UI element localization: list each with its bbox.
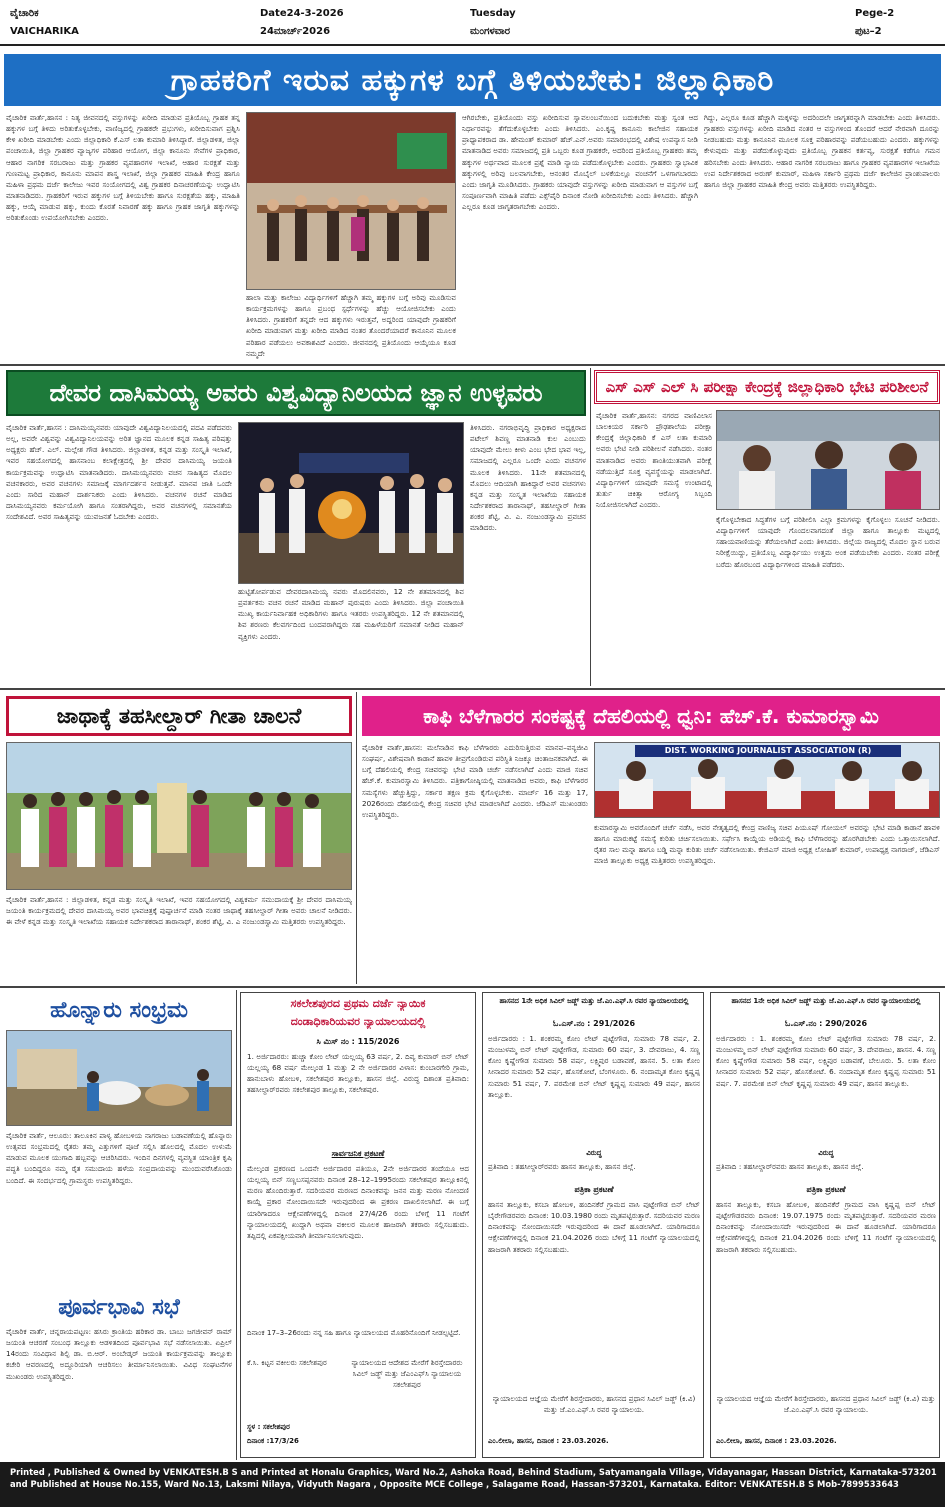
story1-photo (246, 112, 456, 290)
story1-col1: ವೈಚಾರಿಕ ವಾರ್ತೆ,ಹಾಸನ : ನಿತ್ಯ ಜೀವನದಲ್ಲಿ ವಸ್ತುಗಳನ್ನು ಖರೀದಿ ಮಾಡುವ ಪ್ರತಿಯೊಬ್ಬ ಗ್ರಾಹಕ ತನ್ನ ಹಕ್ಕುಗಳ ಬಗ್ಗೆ ತಿಳಿದು ಅರಿತುಕೊಳ್ಳಬೇಕು, ವಾಣಿಜ್ಯದಲ್ಲಿ ಗ್ರಾಹಕರೇ ಪ್ರಭುಗಳು, ಖರೀದಿಸುವಾಗ ಪ್ರಶ್ನಿಸಿ ಕೇಳಿ ಖರೀದಿ ಮಾಡಬೇಕು ಎಂದು ಜಿಲ್ಲಾಧಿಕಾರಿ ಕೆ.ಎಸ್ ಲತಾ ಕುಮಾರಿ ತಿಳಿಸಿದ್ದಾರೆ. ಜಿಲ್ಲಾಡಳಿತ, ಜಿಲ್ಲಾ ಪಂಚಾಯಿತಿ, ಜಿಲ್ಲಾ ಗ್ರಾಹಕರ ವ್ಯಾಜ್ಯಗಳ ಪರಿಹಾರ ಆಯೋಗ, ಜಿಲ್ಲಾ ಕಾನೂನು ಸೇವೆಗಳ ಪ್ರಾಧಿಕಾರ, ಆಹಾರ ನಾಗರಿಕ ಸರಬರಾಜು ಮತ್ತು ಗ್ರಾಹಕರ ವ್ಯವಹಾರಗಳ ಇಲಾಖೆ, ಆಹಾರ ಸುರಕ್ಷತೆ ಮತ್ತು ಗುಣಮಟ್ಟ ಪ್ರಾಧಿಕಾರ, ಕಾನೂನು ಮಾಪನ ಶಾಸ್ತ್ರ ಇಲಾಖೆ, ಜಿಲ್ಲಾ ಗ್ರಾಹಕರ ಮಾಹಿತಿ ಕೇಂದ್ರ ಹಾಗೂ ಮಹಿಳಾ ಪ್ರಥಮ ದರ್ಜೆ ಕಾಲೇಜು ಇವರ ಸಂಯೋಗದಲ್ಲಿ ವಿಶ್ವ ಗ್ರಾಹಕರ ದಿನಾಚರಣೆಯನ್ನು ಉದ್ಘಾಟಿಸಿ ಮಾತನಾಡಿದರು. ಗ್ರಾಹಕರಿಗೆ ಇರುವ ಹಕ್ಕುಗಳ ಬಗ್ಗೆ ತಿಳಿಯಬೇಕು ಹಾಗೂ ಸುರಕ್ಷತೆಯ ಹಕ್ಕು, ಮಾಹಿತಿ ಹಕ್ಕು, ಆಯ್ಕೆ ಮಾಡುವ ಹಕ್ಕು, ಕುಂದು ಕೊರತೆ ನಿವಾರಣೆ ಹಕ್ಕು ಹಾಗೂ ಗ್ರಾಹಕ ಜಾಗೃತಿ ಹಕ್ಕುಗಳನ್ನು ಅರಿತುಕೊಂಡು ಉಪಯೋಗಿಸಬೇಕು ಎಂದರು. (6, 113, 240, 223)
legal2-respondent: ಪ್ರತಿವಾದಿ : ತಹಸೀಲ್ದಾರ್‌ರವರು ಹಾಸನ ತಾಲ್ಲೂಕು, ಹಾಸನ ಜಿಲ್ಲೆ. (488, 1162, 636, 1171)
story1-col2-caption: ಹಾಲಾ ಮತ್ತು ಕಾಲೇಜು ವಿದ್ಯಾರ್ಥಿಗಳಿಗೆ ಹೆಚ್ಚಾಗಿ ತಮ್ಮ ಹಕ್ಕುಗಳ ಬಗ್ಗೆ ಅರಿವು ಮೂಡಿಸುವ ಕಾರ್ಯಕ್ರಮಗಳನ್ನು ಹಾಗೂ ಪ್ರಬಂಧ ಸ್ಪರ್ಧೆಗಳನ್ನು ಹೆಚ್ಚು ಆಯೋಜಿಸಬೇಕು ಎಂದು ತಿಳಿಸಿದರು. ಗ್ರಾಹಕರಿಗೆ ತನ್ನದೇ ಆದ ಹಕ್ಕುಗಳು ಇರುತ್ತವೆ, ಅದ್ದರಿಂದ ಯಾವುದೇ ಗ್ರಾಹಕರಿಗೆ ಖರೀದಿ ಮಾಡುವಾಗ ಮತ್ತು ಖರೀದಿ ಮಾಡಿದ ನಂತರ ತೊಂದರೆಯಾದರೆ ಕಾನೂನಿನ ಮೂಲಕ ಪರಿಹಾರ ಪಡೆಯಲು ಅವಕಾಶವಿದೆ ಎಂದರು. ಜೀವನದಲ್ಲಿ ಪ್ರತಿಯೊಂದು ಆಯ್ಕೆಯೂ ಕೂಡ ನಮ್ಮದೇ (246, 293, 456, 358)
story4-headline: ಜಾಥಾಕ್ಕೆ ತಹಸೀಲ್ದಾರ್ ಗೀತಾ ಚಾಲನೆ (6, 696, 352, 736)
legal1-date: ದಿನಾಂಕ :17/3/26 (247, 1437, 299, 1445)
legal3-respondent: ಪ್ರತಿವಾದಿ : ತಹಸೀಲ್ದಾರ್‌ರವರು ಹಾಸನ ತಾಲ್ಲೂಕು, ಹಾಸನ ಜಿಲ್ಲೆ. (716, 1162, 864, 1171)
legal1-place: ಸ್ಥಳ : ಸಕಲೇಶಪುರ (247, 1423, 290, 1431)
story7-headline: ಪೂರ್ವಭಾವಿ ಸಭೆ (58, 1294, 180, 1320)
story7-text: ವೈಚಾರಿಕ ವಾರ್ತೆ, ಚನ್ನರಾಯಪಟ್ಟಣ: ಹಸಿರು ಕ್ರಾಂತಿಯ ಹರಿಕಾರ ಡಾ. ಬಾಬು ಜಗಜೀವನ್ ರಾಮ್ ಜಯಂತಿ ಆಚರಣೆ ಸಂಬಂಧ ತಾಲ್ಲೂಕು ಆಡಳಿತದಿಂದ ಪೂರ್ವಭಾವಿ ಸಭೆ ನಡೆಸಲಾಯಿತು. ಏಪ್ರಿಲ್ 14ರಂದು ಸಂವಿಧಾನ ಶಿಲ್ಪಿ ಡಾ. ಬಿ.ಆರ್. ಅಂಬೇಡ್ಕರ್ ಜಯಂತಿ ಕಾರ್ಯಕ್ರಮವನ್ನು ತಾಲ್ಲೂಕು ಕಚೇರಿ ಆವರಣದಲ್ಲಿ ಅದ್ದೂರಿಯಾಗಿ ಆಚರಿಸಲು ತೀರ್ಮಾನಿಸಲಾಯಿತು. ವಿವಿಧ ಸಂಘಟನೆಗಳ ಮುಖಂಡರು ಉಪಸ್ಥಿತರಿದ್ದರು. (6, 1327, 232, 1381)
legal3-footer: ನ್ಯಾಯಾಲಯದ ಆಜ್ಞೆಯ ಮೇರೆಗೆ ಶಿರಸ್ತೇದಾರರು, ಹಾಸನದ ಪ್ರಧಾನ ಸಿವಿಲ್ ಜಡ್ಜ್ (ಕಿ.ವಿ) ಮತ್ತು ಜೆ.ಎಂ.ಎಫ್.ಸಿ ರವರ ನ್ಯಾಯಾಲಯ. (716, 1394, 936, 1415)
legal3-notice: ಹಾಸನ ತಾಲ್ಲೂಕು, ಕಸಬಾ ಹೋಬಳಿ, ಹಂದಿನಕೆರೆ ಗ್ರಾಮದ ವಾಸಿ ಕೃಷ್ಣಪ್ಪ ಬಿನ್ ಲೇಟ್ ಪುಟ್ಟೇಗೌಡರವರು ದಿನಾಂಕ: 19.07.1975 ರಂದು ಮೃತಪಟ್ಟಿರುತ್ತಾರೆ. ಸದರಿಯವರ ಮರಣ ದಿನಾಂಕವನ್ನು ನೋಂದಾಯಿಸದೇ ಇರುವುದರಿಂದ ಈ ದಾವೆ ಹೂಡಲಾಗಿದೆ. ಯಾರಿಗಾದರೂ ಆಕ್ಷೇಪಣೆಗಳಿದ್ದಲ್ಲಿ ದಿನಾಂಕ 21.04.2026 ರಂದು ಬೆಳಿಗ್ಗೆ 11 ಗಂಟೆಗೆ ನ್ಯಾಯಾಲಯದಲ್ಲಿ ಹಾಜರಾಗಿ ತಕರಾರು ಸಲ್ಲಿಸಬಹುದು. (716, 1200, 936, 1254)
legal3-body: ಅರ್ಜಿದಾರರು : 1. ಶಂಕರಮ್ಮ ಕೋಂ ಲೇಟ್ ಪುಟ್ಟೇಗೌಡ ಸುಮಾರು 78 ವರ್ಷ, 2. ಮಂಜುಳಮ್ಮ ಬಿನ್ ಲೇಟ್ ಪುಟ್ಟೇಗೌಡ ಸುಮಾರು 60 ವರ್ಷ, 3. ದೇವರಾಜು, ಹಾಸನ. 4. ಸಣ್ಣ ಕೋಂ ಕೃಷ್ಣೇಗೌಡ ಸುಮಾರು 58 ವರ್ಷ, ಲಕ್ಷ್ಮಿಪುರ ಬಡಾವಣೆ, ಬೇಲೂರು. 5. ಲತಾ ಕೋಂ ಸೀನಾದರ ಸುಮಾರು 52 ವರ್ಷ, ಹೊಸಕೋಟೆ. 6. ನಂದಾಮೃತ ಕೋಂ ಕೃಷ್ಣಪ್ಪ ಸುಮಾರು 51 ವರ್ಷ. 7. ಪರಮೇಶ ಬಿನ್ ಲೇಟ್ ಕೃಷ್ಣಪ್ಪ ಸುಮಾರು 49 ವರ್ಷ, ಹಾಸನ ತಾಲ್ಲೂಕು. (716, 1034, 936, 1088)
story5-headline: ಕಾಫಿ ಬೆಳೆಗಾರರ ಸಂಕಷ್ಟಕ್ಕೆ ದೆಹಲಿಯಲ್ಲಿ ಧ್ವನಿ: ಹೆಚ್.ಕೆ. ಕುಮಾರಸ್ವಾಮಿ (362, 696, 940, 736)
legal3-notice-title: ಪತ್ರಿಕಾ ಪ್ರಕಟಣೆ (806, 1185, 846, 1194)
legal1-case-number: ಸಿ ಮಿಸ್ ನಂ : 115/2026 (316, 1037, 400, 1046)
masthead-name-en: VAICHARIKA (10, 26, 79, 37)
story2-headline: ದೇವರ ದಾಸಿಮಯ್ಯ ಅವರು ವಿಶ್ವವಿದ್ಯಾನಿಲಯದ ಜ್ಞಾನ ಉಳ್ಳವರು (6, 370, 586, 416)
vertical-divider-2 (590, 368, 591, 686)
story1-col3: ಆಗಿರಬೇಕು, ಪ್ರತಿಯೊಂದು ವಸ್ತು ಖರೀದಿಸುವ ಸ್ವಾವಲಂಬನೆಯಿಂದ ಬದುಕಬೇಕು ಮತ್ತು ಸ್ವಂತ ಆದ ನಿರ್ಧಾರವನ್ನು ತೆಗೆದುಕೊಳ್ಳಬೇಕು ಎಂದು ತಿಳಿಸಿದರು. ಎಂ.ಕೃಷ್ಣ ಕಾನೂನು ಕಾಲೇಜಿನ ಸಹಾಯಕ ಪ್ರಾಧ್ಯಾಪಕರಾದ ಡಾ. ಹೇಮಂತ್ ಕುಮಾರ್ ಹೆಚ್.ಎನ್.ಅವರು ಸಮಾರಂಭದಲ್ಲಿ ವಿಶೇಷ ಉಪನ್ಯಾಸ ನೀಡಿ ಮಾತನಾಡಿದ ಅವರು ಸಮಾಜದಲ್ಲಿ ಪ್ರತಿ ಒಬ್ಬರು ಕೂಡ ಗ್ರಾಹಕರೇ, ಅದರಿಂದ ಪ್ರತಿಯೊಬ್ಬ ಗ್ರಾಹಕರು ತಮ್ಮ ಹಕ್ಕುಗಳ ಅರ್ಥವಾದ ಮೂಲಕ ಪ್ರಶ್ನೆ ಮಾಡಿ ನ್ಯಾಯ ಪಡೆದುಕೊಳ್ಳಬೇಕು ಎಂದರು. ಗ್ರಾಹಕರು ಸ್ವಾಭಾವಿಕ ಹಕ್ಕುಗಳಲ್ಲಿ ಅರಿವು ಬಲವಾಗಬೇಕು, ಆನಂತರ ಮೊಬೈಲ್ ಬಳಕೆಯಲ್ಲೂ ವಂಚನೆಗೆ ಒಳಗಾಗಬಾರದು ಎಂದು ಜಾಗೃತಿ ಮೂಡಿಸಿದರು. ಗ್ರಾಹಕರು ಯಾವುದೇ ವಸ್ತುಗಳನ್ನು ಖರೀದಿ ಮಾಡುವಾಗ ಆ ವಸ್ತುಗಳ ಬಗ್ಗೆ ಸಂಪೂರ್ಣವಾಗಿ ಮಾಹಿತಿ ಪಡೆದು ಎಕ್ಸ್‌ಪೈರಿ ದಿನಾಂಕ ನೋಡಿ ಖರೀದಿಸಬೇಕು ಎಂದು ತಿಳಿಸಿದರು. ಹೆಚ್ಚಾಗಿ ಎಲ್ಲರೂ ಕೂಡ ಜಾಗೃತರಾಗಬೇಕು ಎಂದರು. (462, 113, 698, 212)
story3-col2: ಕೈಗೊಳ್ಳಬೇಕಾದ ಸಿದ್ಧತೆಗಳ ಬಗ್ಗೆ ಪರಿಶೀಲಿಸಿ ಎಲ್ಲಾ ಕ್ರಮಗಳನ್ನು ಕೈಗೊಳ್ಳಲು ಸೂಚನೆ ನೀಡಿದರು. ವಿದ್ಯಾರ್ಥಿಗಳಿಗೆ ಯಾವುದೇ ಗೊಂದಲವಾಗದಂತೆ ಜಿಲ್ಲಾ ಹಾಗೂ ತಾಲ್ಲೂಕು ಮಟ್ಟದಲ್ಲಿ ಸಹಾಯವಾಣಿಯನ್ನು ತೆರೆಯಲಾಗಿದೆ ಎಂದು ತಿಳಿಸಿದರು. ಜಿಲ್ಲೆಯ ರಾಜ್ಯದಲ್ಲಿ ಮೊದಲ ಸ್ಥಾನ ಬರುವ ನಿರೀಕ್ಷೆಯಿದ್ದು, ಪ್ರತಿಯೊಬ್ಬ ವಿದ್ಯಾರ್ಥಿಯು ಉತ್ತಮ ಅಂಕ ಪಡೆಯಬೇಕು ಎಂದರು. ನಂತರ ಪರೀಕ್ಷೆ ಬರೆದು ಹೊರಬಂದ ವಿದ್ಯಾರ್ಥಿಗಳಿಂದ ಮಾಹಿತಿ ಪಡೆದರು. (716, 515, 940, 569)
story1-col4: ಗಿದ್ದು, ಎಲ್ಲರೂ ಕೂಡ ಹೆಚ್ಚಾಗಿ ಮಕ್ಕಳನ್ನು ಅದರಿಂದಲೇ ಜಾಗೃತರನ್ನಾಗಿ ಮಾಡಬೇಕು ಎಂದು ತಿಳಿಸಿದರು. ಗ್ರಾಹಕರು ವಸ್ತುಗಳನ್ನು ಖರೀದಿ ಮಾಡಿದ ನಂತರ ಆ ವಸ್ತುಗಳಿಂದ ತೊಂದರೆ ಆದರೆ ನೇರವಾಗಿ ದೂರನ್ನು ನೀಡಬಹುದು ಮತ್ತು ಕಾನೂನಿನ ಮೂಲಕ ಸೂಕ್ತ ಪರಿಹಾರವನ್ನು ಪಡೆಯಬಹುದು ಎಂದರು. ಹಕ್ಕುಗಳನ್ನು ಕೇಳುವುದು ಮತ್ತು ಪಡೆದುಕೊಳ್ಳುವುದು ಪ್ರತಿಯೊಬ್ಬ ಗ್ರಾಹಕನ ಕರ್ತವ್ಯ, ಸುರಕ್ಷತೆ ಕಡೆಗೂ ಗಮನ ಹರಿಸಬೇಕು ಎಂದು ತಿಳಿಸಿದರು. ಆಹಾರ ನಾಗರಿಕ ಸರಬರಾಜು ಹಾಗೂ ಗ್ರಾಹಕರ ವ್ಯವಹಾರಗಳ ಇಲಾಖೆಯ ಉಪ ನಿರ್ದೇಶಕರಾದ ಅರುಣ್ ಕುಮಾರ್, ಮಹಿಳಾ ಸರ್ಕಾರಿ ಪ್ರಥಮ ದರ್ಜೆ ಕಾಲೇಜಿನ ಪ್ರಾಂಶುಪಾಲರು ಹಾಗೂ ಜಿಲ್ಲಾ ಗ್ರಾಹಕರ ಮಾಹಿತಿ ಕೇಂದ್ರ ಅವರು ಮತ್ತಿತರರು ಉಪಸ್ಥಿತರಿದ್ದರು. (704, 113, 940, 189)
story5-photo (594, 742, 940, 818)
legal2-body: ಅರ್ಜಿದಾರರು : 1. ಶಂಕರಮ್ಮ ಕೋಂ ಲೇಟ್ ಪುಟ್ಟೇಗೌಡ, ಸುಮಾರು 78 ವರ್ಷ, 2. ಮಂಜುಳಮ್ಮ ಬಿನ್ ಲೇಟ್ ಪುಟ್ಟೇಗೌಡ, ಸುಮಾರು 60 ವರ್ಷ, 3. ದೇವರಾಜು, 4. ಸಣ್ಣ ಕೋಂ ಕೃಷ್ಣೇಗೌಡ ಸುಮಾರು 58 ವರ್ಷ, ಲಕ್ಷ್ಮಿಪುರ ಬಡಾವಣೆ, ಹಾಸನ. 5. ಲತಾ ಕೋಂ ಸೀನಾದರ ಸುಮಾರು 52 ವರ್ಷ, ಹೊಸಕೋಟೆ, ಬೆಂಗಳೂರು. 6. ನಂದಾಮೃತ ಕೋಂ ಕೃಷ್ಣಪ್ಪ ಸುಮಾರು 51 ವರ್ಷ, 7. ಪರಮೇಶ ಬಿನ್ ಲೇಟ್ ಕೃಷ್ಣಪ್ಪ ಸುಮಾರು 49 ವರ್ಷ, ಹಾಸನ ತಾಲ್ಲೂಕು. (488, 1034, 700, 1099)
vertical-divider-4 (236, 990, 237, 1460)
legal2-title: ಹಾಸನದ 1ನೇ ಅಧಿಕ ಸಿವಿಲ್ ಜಡ್ಜ್ ಮತ್ತು ಜೆ.ಎಂ.ಎಫ್.ಸಿ ರವರ ನ್ಯಾಯಾಲಯದಲ್ಲಿ (499, 997, 689, 1005)
story3-photo (716, 410, 940, 510)
legal1-notice: ಮೇಲ್ಕಂಡ ಪ್ರಕರಣದ ಒಂದನೇ ಅರ್ಜಿದಾರರ ಪತಿಯೂ, 2ನೇ ಅರ್ಜಿದಾರರ ತಂದೆಯೂ ಆದ ಯಲ್ಲಯ್ಯ ಬಿನ್ ಸಣ್ಣಬಸಪ್ಪನವರು ದಿನಾಂಕ 28–12–1995ರಂದು ಸಕಲೇಶಪುರ ತಾಲ್ಲೂಕಿನಲ್ಲಿ ಮರಣ ಹೊಂದಿರುತ್ತಾರೆ. ಸದರಿಯವರ ಮರಣದ ದಿನಾಂಕವನ್ನು ಜನನ ಮತ್ತು ಮರಣ ನೋಂದಣಿ ಕಾಯ್ದೆ ಪ್ರಕಾರ ನೋಂದಾಯಿಸದೇ ಇರುವುದರಿಂದ ಈ ಪ್ರಕರಣ ದಾಖಲಿಸಲಾಗಿದೆ. ಈ ಬಗ್ಗೆ ಯಾರಿಗಾದರೂ ಆಕ್ಷೇಪಣೆಗಳಿದ್ದಲ್ಲಿ ದಿನಾಂಕ 27/4/26 ರಂದು ಬೆಳಿಗ್ಗೆ 11 ಗಂಟೆಗೆ ನ್ಯಾಯಾಲಯದಲ್ಲಿ ಖುದ್ದಾಗಿ ಅಥವಾ ವಕೀಲರ ಮೂಲಕ ಹಾಜರಾಗಿ ತಕರಾರು ಸಲ್ಲಿಸಬಹುದು. ತಪ್ಪಿದಲ್ಲಿ ಏಕಪಕ್ಷೀಯವಾಗಿ ತೀರ್ಮಾನಿಸಲಾಗುವುದು. (247, 1164, 469, 1240)
imprint-line-1: Printed , Published & Owned by VENKATESH.B S and Printed at Honalu Graphics, Ward No.2, Ashoka Road, Behind Stadium, Satyamangala Village, Vidayanagar, Hassan District, Karnataka-573201 (10, 1467, 937, 1477)
divider-2 (0, 688, 945, 690)
legal2-notice: ಹಾಸನ ತಾಲ್ಲೂಕು, ಕಸಬಾ ಹೋಬಳಿ, ಹಂದಿನಕೆರೆ ಗ್ರಾಮದ ವಾಸಿ ಪುಟ್ಟೇಗೌಡ ಬಿನ್ ಲೇಟ್ ಬೈರೇಗೌಡರವರು ದಿನಾಂಕ: 10.03.1980 ರಂದು ಮೃತಪಟ್ಟಿರುತ್ತಾರೆ. ಸದರಿಯವರ ಮರಣ ದಿನಾಂಕವನ್ನು ನೋಂದಾಯಿಸದೇ ಇರುವುದರಿಂದ ಈ ದಾವೆ ಹೂಡಲಾಗಿದೆ. ಯಾರಿಗಾದರೂ ಆಕ್ಷೇಪಣೆಗಳಿದ್ದಲ್ಲಿ ದಿನಾಂಕ 21.04.2026 ರಂದು ಬೆಳಿಗ್ಗೆ 11 ಗಂಟೆಗೆ ನ್ಯಾಯಾಲಯದಲ್ಲಿ ಹಾಜರಾಗಿ ತಕರಾರು ಸಲ್ಲಿಸಬಹುದು. (488, 1200, 700, 1254)
story3-col1: ವೈಚಾರಿಕ ವಾರ್ತೆ,ಹಾಸನ: ನಗರದ ವಾಣಿವಿಲಾಸ ಬಾಲಕಿಯರ ಸರ್ಕಾರಿ ಪ್ರೌಢಶಾಲೆಯ ಪರೀಕ್ಷಾ ಕೇಂದ್ರಕ್ಕೆ ಜಿಲ್ಲಾಧಿಕಾರಿ ಕೆ ಎಸ್ ಲತಾ ಕುಮಾರಿ ಅವರು ಭೇಟಿ ನೀಡಿ ಪರಿಶೀಲನೆ ನಡೆಸಿದರು. ನಂತರ ಮಾತನಾಡಿದ ಅವರು ಶಾಂತಿಯುತವಾಗಿ ಪರೀಕ್ಷೆ ನಡೆಯುತ್ತಿದೆ ಸೂಕ್ತ ವ್ಯವಸ್ಥೆಯನ್ನು ಮಾಡಲಾಗಿದೆ. ವಿದ್ಯಾರ್ಥಿಗಳಿಗೆ ಯಾವುದೇ ಸಮಸ್ಯೆ ಉಂಟಾದಲ್ಲಿ ತುರ್ತು ಚಿಕಿತ್ಸಾ ಆರೋಗ್ಯ ಸಿಬ್ಬಂದಿ ನಿಯೋಜಿಸಲಾಗಿದೆ ಎಂದರು. (596, 411, 712, 510)
legal1-signature-left: ಕೆ.ಸಿ. ಕಿಟ್ಟನ ವಕೀಲರು ಸಕಲೇಶಪುರ (247, 1358, 327, 1367)
legal1-signature-right: ನ್ಯಾಯಾಲಯದ ಆದೇಶದ ಮೇರೆಗೆ ಶಿರಸ್ತೇದಾರರು ಸಿವಿಲ್ ಜಡ್ಜ್ ಮತ್ತು ಜೆಎಂಎಫ್‌ಸಿ ನ್ಯಾಯಾಲಯ ಸಕಲೇಶಪುರ (351, 1358, 463, 1390)
day-en: Tuesday (470, 8, 516, 19)
legal3-advocate: ಎಂ.ಲೀಲಾ, ಹಾಸನ, ದಿನಾಂಕ : 23.03.2026. (716, 1437, 837, 1445)
story3-headline: ಎಸ್ ಎಸ್ ಎಲ್ ಸಿ ಪರೀಕ್ಷಾ ಕೇಂದ್ರಕ್ಕೆ ಜಿಲ್ಲಾಧಿಕಾರಿ ಭೇಟಿ ಪರಿಶೀಲನೆ (594, 370, 940, 404)
legal-notice-3 (710, 992, 940, 1458)
story6-photo (6, 1030, 232, 1126)
legal3-title: ಹಾಸನದ 1ನೇ ಅಧಿಕ ಸಿವಿಲ್ ಜಡ್ಜ್ ಮತ್ತು ಜೆ.ಎಂ.ಎಫ್.ಸಿ ರವರ ನ್ಯಾಯಾಲಯದಲ್ಲಿ (731, 997, 921, 1005)
legal2-case-number: ಓ.ಎಸ್.ನಂ : 291/2026 (552, 1019, 636, 1028)
masthead (0, 0, 945, 46)
imprint-footer (0, 1462, 945, 1507)
legal-notice-2 (482, 992, 704, 1458)
story4-photo (6, 742, 352, 890)
date-kn: 24ಮಾರ್ಚ್2026 (260, 26, 331, 37)
story2-col2-caption: ಹುಟ್ಟಿತೋರ್ಪಡುವ ದೇವರದಾಸಿಮಯ್ಯ ನವರು ಮೊದಲಿನವರು, 12 ನೇ ಶತಮಾನದಲ್ಲಿ ಶಿವ ಪ್ರವರ್ತಕನು ವಚನ ರಚನೆ ಮಾಡಿದ ಮಹಾನ್ ಪುರುಷರು ಎಂದು ತಿಳಿಸಿದರು. ಜಿಲ್ಲಾ ಪಂಚಾಯಿತಿ ಮುಖ್ಯ ಕಾರ್ಯನಿರ್ವಾಹಕ ಅಧಿಕಾರಿಗಳು ಹಾಗೂ ಇತರರು ಉಪಸ್ಥಿತರಿದ್ದರು. 12 ನೇ ಶತಮಾನದಲ್ಲಿ ಶಿವ ಶರಣರು ಕೆಲವರ್ಗದಿಂದ ಬಂದವರಾಗಿದ್ದರು ಸಹ ಮಹಿಳೆಯರಿಗೆ ಸಮಾನತೆ ನೀಡಿದ ಮಹಾನ್ ವ್ಯಕ್ತಿಗಳು ಎಂದರು. (238, 587, 464, 641)
story5-col1: ವೈಚಾರಿಕ ವಾರ್ತೆ,ಹಾಸನ: ಮಲೆನಾಡಿನ ಕಾಫಿ ಬೆಳೆಗಾರರು ಎದುರಿಸುತ್ತಿರುವ ಮಾನವ–ವನ್ಯಜೀವಿ ಸಂಘರ್ಷ, ವಿಶೇಷವಾಗಿ ಕಾಡಾನೆ ಹಾವಳಿ ತೀವ್ರಗೊಂಡಿರುವ ಪರಿಸ್ಥಿತಿ ನಿಜಕ್ಕೂ ಚಿಂತಾಜನಕವಾಗಿದೆ. ಈ ಬಗ್ಗೆ ದೆಹಲಿಯಲ್ಲಿ ಕೇಂದ್ರ ಸಚಿವರನ್ನು ಭೇಟಿ ಮಾಡಿ ಚರ್ಚೆ ನಡೆಸಲಾಗಿದೆ ಎಂದು ಮಾಜಿ ಸಚಿವ ಹೆಚ್.ಕೆ. ಕುಮಾರಸ್ವಾಮಿ ತಿಳಿಸಿದರು. ಪತ್ರಿಕಾಗೋಷ್ಠಿಯಲ್ಲಿ ಮಾತನಾಡಿದ ಅವರು, ಕಾಫಿ ಬೆಳೆಗಾರರ ಸಮಸ್ಯೆಗಳು ಹೆಚ್ಚುತ್ತಿದ್ದು, ಸರ್ಕಾರ ತಕ್ಷಣ ಕ್ರಮ ಕೈಗೊಳ್ಳಬೇಕು. ಮಾರ್ಚ್ 16 ಮತ್ತು 17, 2026ರಂದು ದೆಹಲಿಯಲ್ಲಿ ಕೇಂದ್ರ ಸಚಿವರ ಭೇಟಿ ಮಾಡಲಾಗಿದೆ ಎಂದರು. ಜೆಡಿಎಸ್ ಮುಖಂಡರು ಉಪಸ್ಥಿತರಿದ್ದರು. (362, 743, 588, 819)
story2-col1: ವೈಚಾರಿಕ ವಾರ್ತೆ,ಹಾಸನ : ದಾಸಿಮಯ್ಯನವರು ಯಾವುದೇ ವಿಶ್ವವಿದ್ಯಾನಿಲಯದಲ್ಲಿ ಪದವಿ ಪಡೆದವರು ಅಲ್ಲ, ಅವರೇ ವಿಶ್ವವನ್ನು ವಿಶ್ವವಿದ್ಯಾನಿಲಯವನ್ನು ಅರಿತ ಜ್ಞಾನದ ಮೂಲಕ ಕನ್ನಡ ಸಾಹಿತ್ಯ ಪರಿಷತ್ತು ಅಧ್ಯಕ್ಷರು ಹೆಚ್. ಎಲ್. ಮಲ್ಲೇಶ ಗೌಡ ತಿಳಿಸಿದರು. ಜಿಲ್ಲಾಡಳಿತ, ಕನ್ನಡ ಮತ್ತು ಸಂಸ್ಕೃತಿ ಇಲಾಖೆ, ಇವರ ಸಹಯೋಗದಲ್ಲಿ ಹಾಸನಾಂಬ ಕಲಾಕ್ಷೇತ್ರದಲ್ಲಿ ಶ್ರೀ ದೇವರ ದಾಸಿಮಯ್ಯ ಜಯಂತಿ ಕಾರ್ಯಕ್ರಮವನ್ನು ಉದ್ಘಾಟಿಸಿ ಮಾತನಾಡಿದರು. ದಾಸಿಮಯ್ಯನವರು ವಚನ ಸಾಹಿತ್ಯದ ಮೊದಲ ವಚನಕಾರರು, ಅವರ ವಚನಗಳು ಸಮಾಜಕ್ಕೆ ಮಾರ್ಗದರ್ಶನ ನೀಡುತ್ತವೆ. ಮಾನವ ಜಾತಿ ಒಂದೇ ಎಂದು ಸಾರಿದ ಮಹಾನ್ ದಾರ್ಶನಿಕರು ಎಂದು ತಿಳಿಸಿದರು. ವಚನಗಳ ರಚನೆ ಮಾಡಿದ ದಾಸಿಮಯ್ಯನವರು ಕರ್ಮಯೋಗಿ ಹಾಗೂ ಸಂತರಾಗಿದ್ದರು, ಅವರ ವಚನಗಳಲ್ಲಿ ಸಮಾನತೆಯ ಸಂದೇಶವಿದೆ. ಅವರ ಸಾಹಿತ್ಯವನ್ನು ಯುವಜನತೆ ಓದಬೇಕು ಎಂದರು. (6, 423, 232, 522)
story1-headline: ಗ್ರಾಹಕರಿಗೆ ಇರುವ ಹಕ್ಕುಗಳ ಬಗ್ಗೆ ತಿಳಿಯಬೇಕು: ಜಿಲ್ಲಾಧಿಕಾರಿ (4, 54, 941, 106)
story4-text: ವೈಚಾರಿಕ ವಾರ್ತೆ,ಹಾಸನ : ಜಿಲ್ಲಾಡಳಿತ, ಕನ್ನಡ ಮತ್ತು ಸಂಸ್ಕೃತಿ ಇಲಾಖೆ, ಇವರ ಸಹಯೋಗದಲ್ಲಿ ವಿಶ್ವಕರ್ಮ ಸಮುದಾಯಕ್ಕೆ ಶ್ರೀ ದೇವರ ದಾಸಿಮಯ್ಯ ಜಯಂತಿ ಕಾರ್ಯಕ್ರಮದಲ್ಲಿ ದೇವರ ದಾಸಿಮಯ್ಯ ಅವರ ಭಾವಚಿತ್ರಕ್ಕೆ ಪುಷ್ಪಾರ್ಚನೆ ಮಾಡಿ ನಂತರ ಜಾಥಾಕ್ಕೆ ತಹಸೀಲ್ದಾರ್ ಗೀತಾ ಅವರು ಚಾಲನೆ ನೀಡಿದರು. ಈ ವೇಳೆ ಕನ್ನಡ ಮತ್ತು ಸಂಸ್ಕೃತಿ ಇಲಾಖೆಯ ಸಹಾಯಕ ನಿರ್ದೇಶಕರಾದ ತಾರಾನಾಥ್, ಶಂಕರ ಶೆಟ್ಟಿ, ವಿ. ಎ ನಂಜುಂಡಸ್ವಾಮಿ ಮತ್ತಿತರರು ಉಪಸ್ಥಿತರಿದ್ದರು. (6, 895, 352, 927)
vertical-divider-3 (356, 692, 357, 984)
legal2-versus: ವಿರುದ್ಧ (586, 1149, 602, 1157)
legal3-case-number: ಓ.ಎಸ್.ನಂ : 290/2026 (784, 1019, 868, 1028)
legal1-title-line2: ದಂಡಾಧಿಕಾರಿಯವರ ನ್ಯಾಯಾಲಯದಲ್ಲಿ (290, 1015, 426, 1028)
legal2-notice-title: ಪತ್ರಿಕಾ ಪ್ರಕಟಣೆ (574, 1185, 614, 1194)
divider-3 (0, 986, 945, 988)
legal1-body: 1. ಅರ್ಜಿದಾರರು: ಹುಚ್ಚಾ ಕೋಂ ಲೇಟ್ ಯಲ್ಲಯ್ಯ 63 ವರ್ಷ, 2. ದಿವ್ಯ ಕುಮಾರ್ ಬಿನ್ ಲೇಟ್ ಯಲ್ಲಯ್ಯ 68 ವರ್ಷ ಮೇಲ್ಕಂಡ 1 ಮತ್ತು 2 ನೇ ಅರ್ಜಿದಾರರ ವಿಳಾಸ: ಕುಂಬಾರಗೇರಿ ಗ್ರಾಮ, ಹಾನುಬಾಳು ಹೋಬಳಿ, ಸಕಲೇಶಪುರ ತಾಲ್ಲೂಕು, ಹಾಸನ ಜಿಲ್ಲೆ. ವಿರುದ್ಧ ದಿಶಾಂತ ಪ್ರತಿವಾದಿ: ತಹಸೀಲ್ದಾರ್‌ರವರು ಸಕಲೇಶಪುರ ತಾಲ್ಲೂಕು, ಸಕಲೇಶಪುರ. (247, 1052, 469, 1095)
story6-headline: ಹೊನ್ನಾರು ಸಂಭ್ರಮ (50, 997, 188, 1023)
page-number-kn: ಪುಟ–2 (855, 26, 882, 37)
day-kn: ಮಂಗಳವಾರ (470, 26, 511, 37)
journalist-association-banner: DIST. WORKING JOURNALIST ASSOCIATION (R) (635, 745, 901, 757)
legal-notice-1 (240, 992, 476, 1458)
legal1-date-line: ದಿನಾಂಕ 17–3–26ರಂದು ನನ್ನ ಸಹಿ ಹಾಗೂ ನ್ಯಾಯಾಲಯದ ಮೊಹರಿನೊಂದಿಗೆ ನೀಡಲ್ಪಟ್ಟಿದೆ. (247, 1328, 461, 1337)
legal3-versus: ವಿರುದ್ಧ (818, 1149, 834, 1157)
story6-text: ವೈಚಾರಿಕ ವಾರ್ತೆ, ಆಲೂರು: ತಾಲೂಕಿನ ಪಾಳ್ಯ ಹೋಬಳಿಯ ನಾಗರಾಜು ಬಡಾವಣೆಯಲ್ಲಿ ಹೊನ್ನಾರು ಉತ್ಸವದ ಸಂಭ್ರಮದಲ್ಲಿ ರೈತರು ತಮ್ಮ ಎತ್ತುಗಳಿಗೆ ಪೂಜೆ ಸಲ್ಲಿಸಿ ಹೊಲದಲ್ಲಿ ಮೊದಲ ಉಳುಮೆ ಮಾಡುವ ಮೂಲಕ ಯುಗಾದಿ ಹಬ್ಬವನ್ನು ಆಚರಿಸಿದರು. ಇಂದಿನ ದಿನಗಳಲ್ಲಿ ವ್ಯವಸ್ಥಿತ ಯಾಂತ್ರಿಕ ಕೃಷಿ ಪದ್ಧತಿ ಬಂದಿದ್ದರೂ ನಮ್ಮ ರೈತ ಸಮುದಾಯ ಹಳೆಯ ಸಂಪ್ರದಾಯವನ್ನು ಮುಂದುವರೆಸಿಕೊಂಡು ಬಂದಿದೆ. ಈ ಸಂದರ್ಭದಲ್ಲಿ ಗ್ರಾಮಸ್ಥರು ಉಪಸ್ಥಿತರಿದ್ದರು. (6, 1131, 232, 1185)
story2-col3: ತಿಳಿಸಿದರು. ನಗರಾಭಿವೃದ್ಧಿ ಪ್ರಾಧಿಕಾರ ಅಧ್ಯಕ್ಷರಾದ ಪಟೇಲ್ ಶಿವಣ್ಣ ಮಾತನಾಡಿ ಕುಲ ಎಂಬುದು ಯಾವುದೇ ಮೇಲು ಕೀಳು ಎಂಬ ಭೇದ ಭಾವ ಇಲ್ಲ, ಸಮಾಜದಲ್ಲಿ ಎಲ್ಲರೂ ಒಂದೇ ಎಂದು ವಚನಗಳ ಮೂಲಕ ತಿಳಿಸಿದರು. 11ನೇ ಶತಮಾನದಲ್ಲಿ ಮೊದಲು ಆದಿಯಾಗಿ ಹಾಕಿದ್ದಾರೆ ಅವರ ವಚನಗಳು ಕನ್ನಡ ಮತ್ತು ಸಂಸ್ಕೃತ ಇಲಾಖೆಯ ಸಹಾಯಕ ನಿರ್ದೇಶಕರಾದ ತಾರಾನಾಥ್, ತಹಸೀಲ್ದಾರ್ ಗೀತಾ ಶಂಕರ ಶೆಟ್ಟಿ, ವಿ. ಎ. ನಂಜುಂಡಸ್ವಾಮಿ ಪ್ರವಚನ ಮಾಡಿದರು. (470, 423, 586, 533)
masthead-name-kn: ವೈಚಾರಿಕ (10, 8, 39, 19)
legal2-advocate: ಎಂ.ಲೀಲಾ, ಹಾಸನ, ದಿನಾಂಕ : 23.03.2026. (488, 1437, 609, 1445)
legal1-notice-title: ಸಾರ್ವಜನಿಕ ಪ್ರಕಟಣೆ (331, 1149, 385, 1158)
page-number-en: Pege-2 (855, 8, 895, 19)
story2-photo (238, 422, 464, 584)
divider-1 (0, 364, 945, 366)
date-en: Date24-3-2026 (260, 8, 344, 19)
imprint-line-2: and Published at House No.155, Ward No.13, Laksmi Nilaya, Vidyuth Nagara , Opposite MCE College , Salagame Road, Hassan-573201, Karnataka. Editor: VENKATESH.B S Mob-7899533643 (10, 1479, 899, 1490)
legal2-footer: ನ್ಯಾಯಾಲಯದ ಆಜ್ಞೆಯ ಮೇರೆಗೆ ಶಿರಸ್ತೇದಾರರು, ಹಾಸನದ ಪ್ರಧಾನ ಸಿವಿಲ್ ಜಡ್ಜ್ (ಕಿ.ವಿ) ಮತ್ತು ಜೆ.ಎಂ.ಎಫ್.ಸಿ ರವರ ನ್ಯಾಯಾಲಯ. (492, 1394, 696, 1415)
story5-col2: ಕುಮಾರಸ್ವಾಮಿ ಅವರೊಂದಿಗೆ ಚರ್ಚೆ ನಡೆಸಿ, ಅವರ ನೇತೃತ್ವದಲ್ಲಿ ಕೇಂದ್ರ ವಾಣಿಜ್ಯ ಸಚಿವ ಪಿಯೂಷ್ ಗೋಯಲ್ ಅವರನ್ನು ಭೇಟಿ ಮಾಡಿ ಕಾಡಾನೆ ಹಾವಳಿ ಹಾಗೂ ಮಾರುಕಟ್ಟೆ ಸಮಸ್ಯೆ ಕುರಿತು ಚರ್ಚಿಸಲಾಯಿತು. ಸರ್ಫೇಸಿ ಕಾಯ್ದೆಯ ಅಡಿಯಲ್ಲಿ ಕಾಫಿ ಬೆಳೆಗಾರರನ್ನು ಹೊರಗಿಡಬೇಕು ಎಂದು ಒತ್ತಾಯಿಸಲಾಗಿದೆ. ರೈತರ ಸಾಲ ಮನ್ನಾ ಹಾಗೂ ಬಡ್ಡಿ ಮನ್ನಾ ಕುರಿತು ಚರ್ಚೆ ನಡೆಸಲಾಯಿತು. ಕೇಜಿಎಸ್ ಮಾಜಿ ಅಧ್ಯಕ್ಷ ಲೋಹಿತ್ ಕುಮಾರ್, ಉಪಾಧ್ಯಕ್ಷ ನಾಗರಾಜ್, ಜೆಡಿಎಸ್ ಮಾಜಿ ತಾಲ್ಲೂಕು ಅಧ್ಯಕ್ಷ ಮತ್ತಿತರರು ಉಪಸ್ಥಿತರಿದ್ದರು. (594, 823, 940, 866)
legal1-title-line1: ಸಕಲೇಶಪುರದ ಪ್ರಥಮ ದರ್ಜೆ ನ್ಯಾಯಿಕ (290, 997, 426, 1010)
